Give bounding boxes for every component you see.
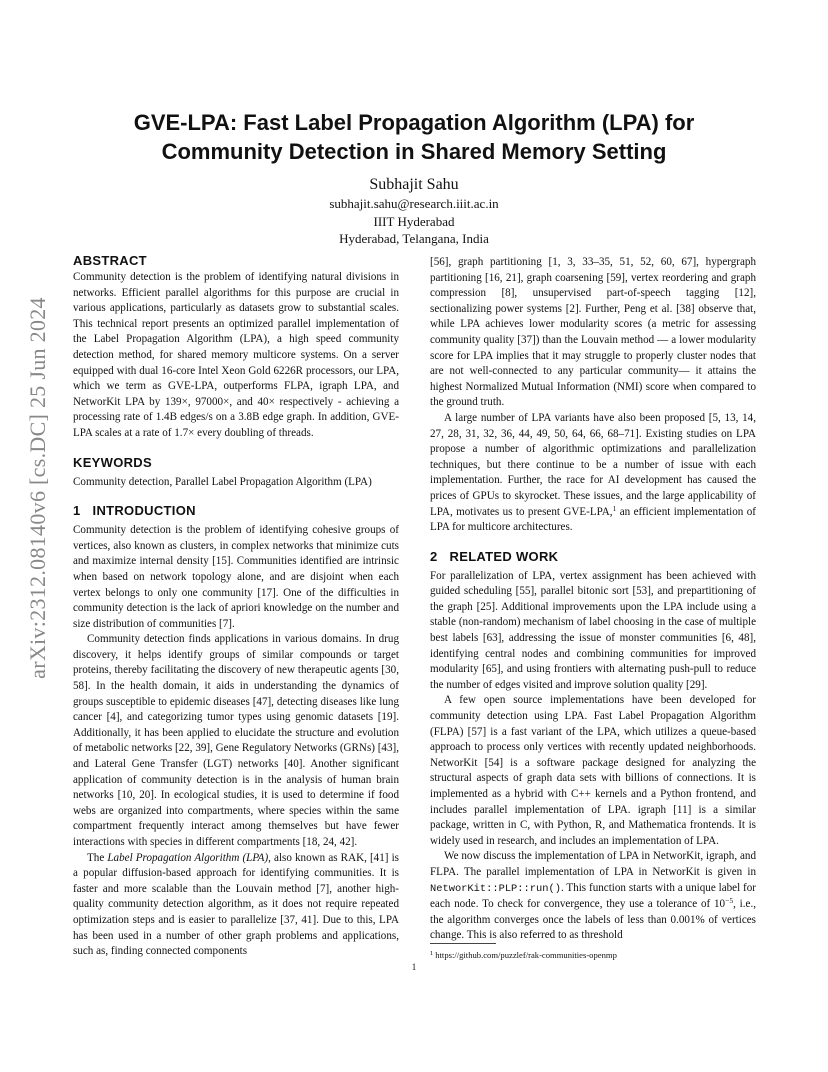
section-2-title: RELATED WORK <box>449 548 559 564</box>
related-p3-lead: We now discuss the implementation of LPA in NetworKit, igraph, and FLPA. The parallel implementation of LPA in NetworKit is given in <box>430 850 756 878</box>
intro-paragraph-1: Community detection is the problem of identifying cohesive groups of vertices, also known as clusters, in complex networks that minimize cuts and maximize internal density [15]. Communities identified are intrinsic when based on network topology alone, and are disjoint when each vertex belongs to only one community [17]. One of the difficulties in community detection is the lack of apriori knowledge on the number and size distribution of communities [7]. <box>73 524 399 630</box>
section-1-title: INTRODUCTION <box>92 503 196 519</box>
keywords-text: Community detection, Parallel Label Propagation Algorithm (LPA) <box>73 475 372 488</box>
arxiv-identifier-text: arXiv:2312.08140v6 [cs.DC] 25 Jun 2024 <box>25 296 50 679</box>
footnote-mark: 1 <box>430 950 434 957</box>
page-number: 1 <box>411 962 417 972</box>
right-column <box>430 255 756 944</box>
intro-paragraph-3 <box>73 851 399 960</box>
section-2-heading <box>430 548 756 566</box>
footnote-link[interactable]: https://github.com/puzzlef/rak-communities-openmp <box>435 950 617 960</box>
related-p3-mid: . This function starts with a unique label for each node. To check for convergence, they use a tolerance of 10 <box>430 881 756 911</box>
section-2-number: 2 <box>430 548 438 564</box>
tolerance-exponent: −5 <box>725 896 734 906</box>
title-line-2: Community Detection in Shared Memory Setting <box>161 139 667 164</box>
author-affiliation: IIIT Hyderabad <box>373 213 455 229</box>
intro-p4-text: A large number of LPA variants have also been proposed [5, 13, 14, 27, 28, 31, 32, 36, 44, 49, 50, 64, 66, 68–71]. Existing studies on LPA propose a number of algorithmic optimizations and parallelization techniques, but there continue to be a number of issue with each implementation. Further, the race for AI development has caused the prices of GPUs to skyrocket. These issues, and the large applicability of LPA, motivates us to present GVE-LPA, <box>430 411 756 518</box>
footnote-divider <box>430 943 496 944</box>
section-1-heading <box>73 502 399 520</box>
related-paragraph-3 <box>430 849 756 944</box>
footnote-1 <box>430 948 617 961</box>
code-networkit-plp-run: NetworKit::PLP::run() <box>430 882 561 895</box>
intro-p3-lead: The <box>87 851 108 864</box>
intro-paragraph-4 <box>430 411 756 536</box>
related-p3-end: , i.e., the algorithm converges once the labels of less than 0.001% of vertices change. This is also referred to as threshold <box>430 898 757 942</box>
footnote-ref-1[interactable]: 1 <box>612 503 617 513</box>
intro-p3-rest: , also known as RAK, [41] is a popular diffusion-based approach for identifying communities. It is faster and more scalable than the Louvain method [7], another high-quality community detection algorithm, as it does not require repeated optimization steps and is easier to parallelize [37, 41]. Due to this, LPA has been used in a number of other graph problems and applications, such as, finding connected components <box>73 851 399 958</box>
intro-p4-end: an efficient implementation of LPA for multicore architectures. <box>430 505 756 534</box>
intro-paragraph-2: Community detection finds applications in various domains. In drug discovery, it helps identify groups of similar compounds or target proteins, thereby facilitating the discovery of new therapeutic agents [30, 58]. In the health domain, it aids in understanding the dynamics of groups susceptible to epidemic diseases [47], detecting diseases like lung cancer [4], and categorizing tumor types using genomic datasets [19]. Additionally, it has been applied to elucidate the structure and evolution of metabolic networks [22, 39], Gene Regulatory Networks (GRNs) [43], and Lateral Gene Transfer (LGT) networks [40]. Another significant application of community detection is in the analysis of human brain networks [10, 20]. In ecological studies, it is used to determine if food webs are organized into compartments, where species within the same compartment frequently interact among themselves but have fewer interactions with species in different compartments [18, 24, 42]. <box>73 633 399 848</box>
intro-paragraph-3-continued: [56], graph partitioning [1, 3, 33–35, 51, 52, 60, 67], hypergraph partitioning [16, 21], graph coarsening [59], vertex reordering and graph compression [8], unsupervised part-of-speech tagging [12], sectionalizing power systems [2]. Further, Peng et al. [38] observe that, while LPA achieves lower modularity scores (a metric for assessing community quality [37]) than the Louvain method — a lower modularity score for LPA implies that it may struggle to properly cluster nodes that are not well-connected to any particular community— it attains the highest Normalized Mutual Information (NMI) score when compared to the ground truth. <box>430 256 756 409</box>
author-block <box>214 174 614 248</box>
intro-p3-emphasis: Label Propagation Algorithm (LPA) <box>107 851 269 864</box>
section-1-number: 1 <box>73 503 81 519</box>
title-line-1: GVE-LPA: Fast Label Propagation Algorithm (LPA) for <box>133 110 695 135</box>
left-column <box>73 252 399 960</box>
author-name: Subhajit Sahu <box>369 176 459 193</box>
related-paragraph-2: A few open source implementations have been developed for community detection using LPA. Fast Label Propagation Algorithm (FLPA) [57] is a fast variant of the LPA, which utilizes a queue-based approach to process only vertices with recently updated neighborhoods. NetworKit [54] is a software package designed for analyzing the structural aspects of graph data sets with billions of connections. It is implemented as a hybrid with C++ kernels and a Python frontend, and includes parallel implementation of LPA. igraph [11] is a similar package, written in C, with Python, R, and Mathematica frontends. It is widely used in research, and includes an implementation of LPA. <box>430 694 756 847</box>
author-email: subhajit.sahu@research.iiit.ac.in <box>329 196 499 211</box>
related-paragraph-1: For parallelization of LPA, vertex assignment has been achieved with guided scheduling [55], parallel bitonic sort [53], and prepartitioning of the graph [25]. Additional improvements upon the LPA include using a stable (non-random) mechanism of label choosing in the case of multiple best labels [63], addressing the issue of monster communities [6, 48], identifying central nodes and combining communities for improved modularity [65], and using frontiers with alternating push-pull to reduce the number of edges visited and improve solution quality [29]. <box>430 569 756 691</box>
abstract-heading: ABSTRACT <box>73 253 147 268</box>
paper-title <box>90 108 738 166</box>
abstract-text: Community detection is the problem of identifying natural divisions in networks. Efficient parallel algorithms for this purpose are crucial in various applications, particularly as datasets grow to substantial scales. This technical report presents an optimized parallel implementation of the Label Propagation Algorithm (LPA), a high speed community detection method, for shared memory multicore systems. On a server equipped with dual 16-core Intel Xeon Gold 6226R processors, our LPA, which we term as GVE-LPA, outperforms FLPA, igraph LPA, and NetworKit LPA by 139×, 97000×, and 40× respectively - achieving a processing rate of 1.4B edges/s on a 3.8B edge graph. In addition, GVE-LPA scales at a rate of 1.7× every doubling of threads. <box>73 271 399 439</box>
author-location: Hyderabad, Telangana, India <box>339 231 489 246</box>
keywords-heading: KEYWORDS <box>73 454 152 470</box>
arxiv-identifier <box>22 290 54 685</box>
